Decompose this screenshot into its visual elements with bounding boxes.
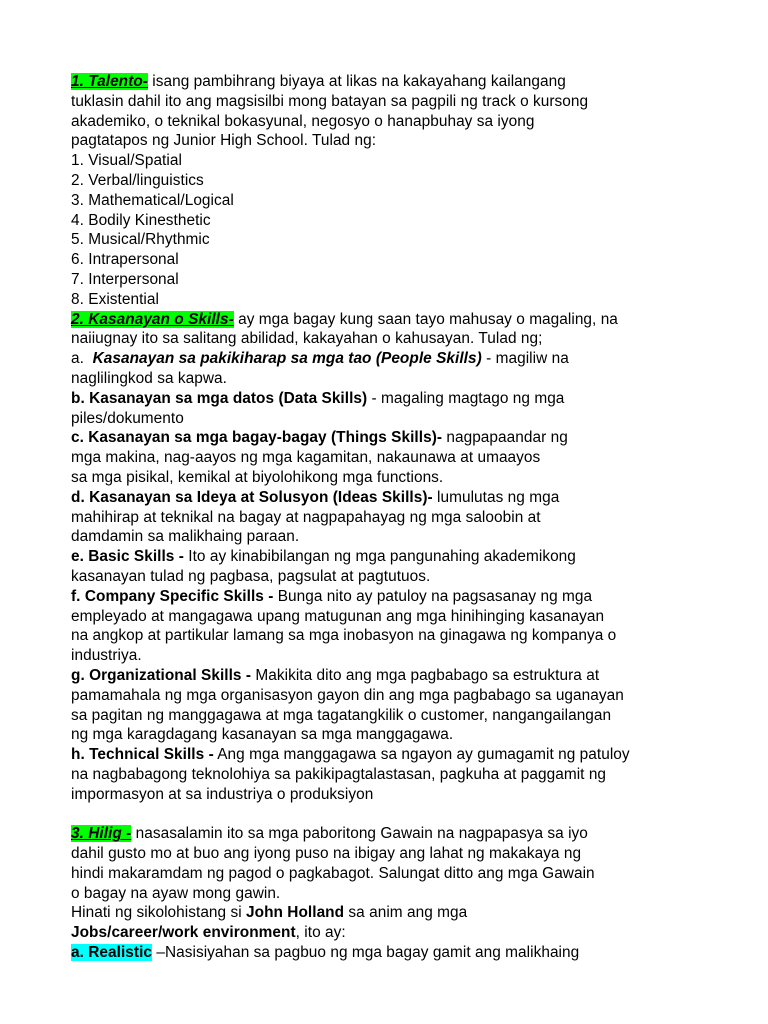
jobs-suffix: , ito ay: <box>295 924 346 942</box>
talento-line-2: tuklasin dahil ito ang magsisilbi mong batayan sa pagpili ng track o kursong <box>71 92 589 110</box>
skill-c-line-3: sa mga pisikal, kemikal at biyolohikong mga functions. <box>71 468 444 486</box>
talento-text: isang pambihrang biyaya at likas na kakayahang kailangang <box>147 73 566 90</box>
hilig-line-3: hindi makaramdam ng pagod o pagkabagot. Salungat ditto ang mga Gawain <box>71 864 595 882</box>
talento-line-3: akademiko, o teknikal bokasyunal, negosyo o hanapbuhay sa iyong <box>71 112 535 130</box>
skill-d-desc: lumulutas ng mga <box>432 488 560 506</box>
skill-h <box>71 745 728 765</box>
skill-h-term: h. Technical Skills - <box>71 746 214 764</box>
skill-g-line-3: sa pagitan ng manggagawa at mga tagatangkilik o customer, nangangailangan <box>71 706 612 724</box>
skill-f <box>71 587 728 607</box>
realistic-desc: –Nasisiyahan sa pagbuo ng mga bagay gamit ang malikhaing <box>152 944 580 962</box>
talento-item: 7. Interpersonal <box>71 270 179 288</box>
skill-d <box>71 488 728 508</box>
jobs-term: Jobs/career/work environment <box>71 924 296 942</box>
hilig-text: nasasalamin ito sa mga paboritong Gawain na nagpapasya sa iyo <box>131 825 588 843</box>
skill-g-desc: Makikita dito ang mga pagbabago sa estruktura at <box>251 666 600 684</box>
realistic-term: a. Realistic <box>71 944 153 962</box>
hilig-heading: 3. Hilig - <box>71 825 132 843</box>
skill-g <box>71 666 728 686</box>
skill-c-line-2: mga makina, nag-aayos ng mga kagamitan, nakaunawa at umaayos <box>71 449 541 467</box>
talento-item: 6. Intrapersonal <box>71 251 179 269</box>
talento-item: 3. Mathematical/Logical <box>71 191 234 209</box>
jobs-line <box>71 923 728 943</box>
skill-h-line-2: na nagbabagong teknolohiya sa pakikipagtalastasan, pagkuha at paggamit ng <box>71 765 607 783</box>
skill-b <box>71 389 728 409</box>
talento-line-4: pagtatapos ng Junior High School. Tulad ng: <box>71 132 377 150</box>
talento-line-1 <box>71 72 728 92</box>
skill-e-desc: Ito ay kinabibilangan ng mga pangunahing akademikong <box>183 548 576 566</box>
paragraph-gap <box>71 804 728 824</box>
skill-h-desc: Ang mga manggagawa sa ngayon ay gumagamit ng patuloy <box>213 746 630 764</box>
skill-f-line-3: na angkop at partikular lamang sa mga inobasyon na ginagawa ng kompanya o <box>71 627 617 645</box>
skill-c <box>71 428 728 448</box>
skill-a-term: Kasanayan sa pakikiharap sa mga tao (People Skills) <box>92 350 482 368</box>
hilig-line-2: dahil gusto mo at buo ang iyong puso na ibigay ang lahat ng makakaya ng <box>71 845 582 863</box>
kasanayan-heading: 2. Kasanayan o Skills- <box>71 310 234 328</box>
hilig-line-1 <box>71 824 728 844</box>
holland-suffix: sa anim ang mga <box>344 904 468 922</box>
skill-f-line-2: empleyado at mangagawa upang matugunan ang mga hinihinging kasanayan <box>71 607 605 625</box>
skill-c-desc: nagpapaandar ng <box>442 429 568 447</box>
skill-f-desc: Bunga nito ay patuloy na pagsasanay ng mga <box>273 587 593 605</box>
talento-item: 8. Existential <box>71 290 159 308</box>
skill-g-line-2: pamamahala ng mga organisasyon gayon din ang mga pagbabago sa uganayan <box>71 686 624 704</box>
holland-line <box>71 903 728 923</box>
skill-a-desc: - magiliw na <box>481 350 569 368</box>
skill-g-line-4: ng mga karagdagang kasanayan sa mga manggagawa. <box>71 726 454 744</box>
kasanayan-line-1 <box>71 310 728 330</box>
talento-item: 4. Bodily Kinesthetic <box>71 211 211 229</box>
skill-d-term: d. Kasanayan sa Ideya at Solusyon (Ideas Skills)- <box>71 488 433 506</box>
skill-a <box>71 349 728 369</box>
skill-e-term: e. Basic Skills - <box>71 548 184 566</box>
skill-h-line-3: impormasyon at sa industriya o produksiyon <box>71 785 374 803</box>
skill-f-line-4: industriya. <box>71 647 142 665</box>
holland-name: John Holland <box>246 904 345 922</box>
skill-b-desc: - magaling magtago ng mga <box>367 389 565 407</box>
talento-item: 2. Verbal/linguistics <box>71 171 204 189</box>
skill-b-term: b. Kasanayan sa mga datos (Data Skills) <box>71 389 368 407</box>
talento-heading: 1. Talento- <box>71 73 148 90</box>
skill-c-term: c. Kasanayan sa mga bagay-bagay (Things Skills)- <box>71 429 443 447</box>
hilig-line-4: o bagay na ayaw mong gawin. <box>71 884 281 902</box>
skill-e-line-2: kasanayan tulad ng pagbasa, pagsulat at pagtutuos. <box>71 567 431 585</box>
skill-a-prefix: a. <box>71 350 93 368</box>
skill-e <box>71 547 728 567</box>
skill-a-line-2: naglilingkod sa kapwa. <box>71 369 227 387</box>
skill-b-line-2: piles/dokumento <box>71 409 184 427</box>
kasanayan-line-2: naiiugnay ito sa salitang abilidad, kakayahan o kahusayan. Tulad ng; <box>71 330 543 348</box>
kasanayan-text: ay mga bagay kung saan tayo mahusay o magaling, na <box>233 310 618 328</box>
skill-f-term: f. Company Specific Skills - <box>71 587 274 605</box>
talento-item: 1. Visual/Spatial <box>71 152 182 170</box>
skill-d-line-2: mahihirap at teknikal na bagay at nagpapahayag ng mga saloobin at <box>71 508 541 526</box>
holland-prefix: Hinati ng sikolohistang si <box>71 904 247 922</box>
realistic-line <box>71 943 728 963</box>
talento-item: 5. Musical/Rhythmic <box>71 231 210 249</box>
skill-g-term: g. Organizational Skills - <box>71 666 252 684</box>
skill-d-line-3: damdamin sa malikhaing paraan. <box>71 528 300 546</box>
